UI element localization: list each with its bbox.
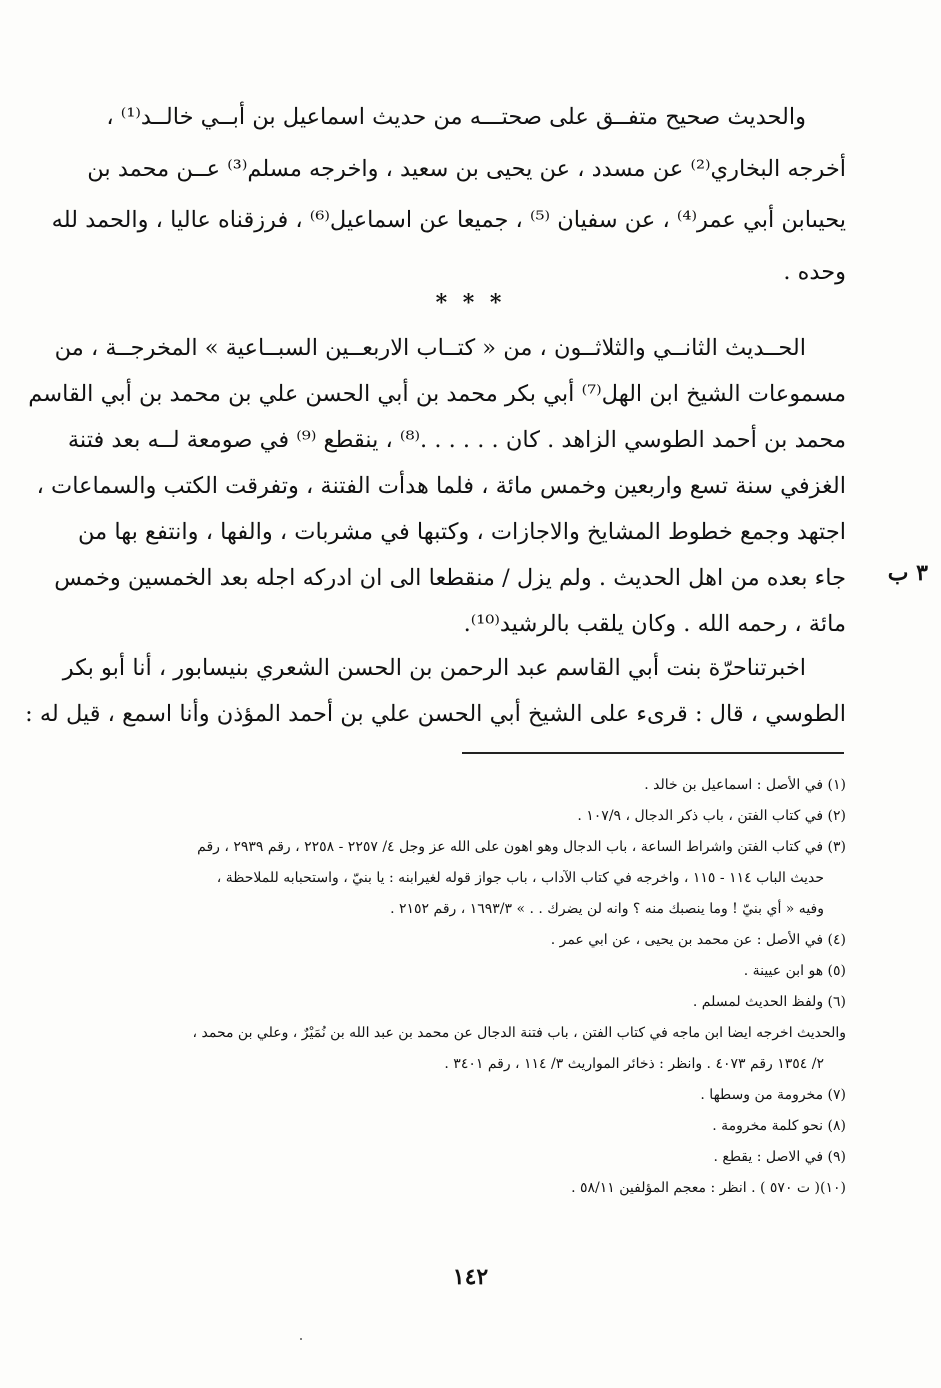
section-separator: * * * [435, 290, 506, 316]
footnote-divider [462, 752, 844, 754]
footnote: (٦) ولفظ الحديث لمسلم . [692, 994, 846, 1010]
footnote-continuation: والحديث اخرجه ايضا ابن ماجه في كتاب الفتن ، باب فتنة الدجال عن محمد بن عبد الله بن نُمَيْرٌ ، وعلي بن محمد ، [192, 1025, 846, 1041]
footnote: (٢) في كتاب الفتن ، باب ذكر الدجال ، ١٠٧/٩ . [577, 808, 846, 824]
footnotes [95, 770, 846, 1204]
text-line: الطوسي ، قال : قرىء على الشيخ أبي الحسن علي بن أحمد المؤذن وأنا اسمع ، قيل له : [25, 701, 846, 727]
text-line: أخرجه البخاري⁽²⁾ عن مسدد ، عن يحيى بن سعيد ، واخرجه مسلم⁽³⁾ عــن محمد بن [87, 155, 846, 182]
text-line: جاء بعده من اهل الحديث . ولم يزل / منقطعا الى ان ادركه اجله بعد الخمسين وخمس [54, 565, 846, 591]
footnote: (٩) في الاصل : يقطع . [713, 1149, 846, 1165]
text-line: الحــديث الثانــي والثلاثــون ، من « كتــاب الاربعــين السبــاعية » المخرجــة ، من [54, 335, 806, 361]
text-line: والحديث صحيح متفــق على صحتـــه من حديث اسماعيل بن أبــي خالــد⁽¹⁾ ، [106, 104, 806, 130]
footnote: (١) في الأصل : اسماعيل بن خالد . [644, 777, 846, 793]
footnote-continuation: ٢/ ١٣٥٤ رقم ٤٠٧٣ . وانظر : ذخائر المواريث ٣/ ١١٤ ، رقم ٣٤٠١ . [444, 1056, 824, 1072]
footnote-continuation: وفيه « أي بنيّ ! وما ينصبك منه ؟ وانه لن يضرك . . » ١٦٩٣/٣ ، رقم ٢١٥٢ . [390, 901, 824, 917]
paragraph-3 [25, 645, 846, 737]
page-number: ١٤٢ [452, 1264, 489, 1290]
footnote: (٤) في الأصل : عن محمد بن يحيى ، عن ابي عمر . [550, 932, 846, 948]
scan-speck [300, 1338, 302, 1340]
footnote: (٧) مخرومة من وسطها . [700, 1087, 846, 1103]
text-line: الغزفي سنة تسع واربعين وخمس مائة ، فلما هدأت الفتنة ، وتفرقت الكتب والسماعات ، [36, 473, 846, 499]
footnote: (٥) هو ابن عيينة . [743, 963, 846, 979]
folio-margin-note: ٣ ب [887, 560, 928, 586]
text-line: اجتهد وجمع خطوط المشايخ والاجازات ، وكتبها في مشربات ، والفها ، وانتفع بها من [78, 519, 846, 545]
paragraph-2 [28, 325, 846, 647]
footnote: (٣) في كتاب الفتن واشراط الساعة ، باب الدجال وهو اهون على الله عز وجل ٤/ ٢٢٥٧ - ٢٢٥٨ ، رقم ٢٩٣٩ ، رقم [197, 839, 846, 855]
paragraph-1 [51, 92, 846, 298]
text-line: اخبرتناحرّة بنت أبي القاسم عبد الرحمن بن الحسن الشعري بنيسابور ، أنا أبو بكر [62, 655, 806, 681]
text-line: يحيىابن أبي عمر⁽⁴⁾ ، عن سفيان ⁽⁵⁾ ، جميعا عن اسماعيل⁽⁶⁾ ، فرزقناه عاليا ، والحمد لله [51, 207, 846, 233]
text-line: محمد بن أحمد الطوسي الزاهد . كان . . . . . .⁽⁸⁾ ، ينقطع ⁽⁹⁾ في صومعة لــه بعد فتنة [67, 427, 846, 453]
text-line: مسموعات الشيخ ابن الهل⁽⁷⁾ أبي بكر محمد بن أبي الحسن علي بن محمد بن أبي القاسم [28, 381, 846, 407]
text-line: مائة ، رحمه الله . وكان يلقب بالرشيد⁽¹⁰⁾. [463, 611, 846, 637]
footnote: (١٠)( ت ٥٧٠ ) . انظر : معجم المؤلفين ٥٨/١١ . [571, 1180, 846, 1196]
text-line: وحده . [783, 258, 846, 285]
footnote: (٨) نحو كلمة مخرومة . [712, 1118, 846, 1134]
footnote-continuation: حديث الباب ١١٤ - ١١٥ ، واخرجه في كتاب الآداب ، باب جواز قوله لغيرابنه : يا بنيّ ، واستحبابه للملاحظة ، [216, 870, 824, 886]
